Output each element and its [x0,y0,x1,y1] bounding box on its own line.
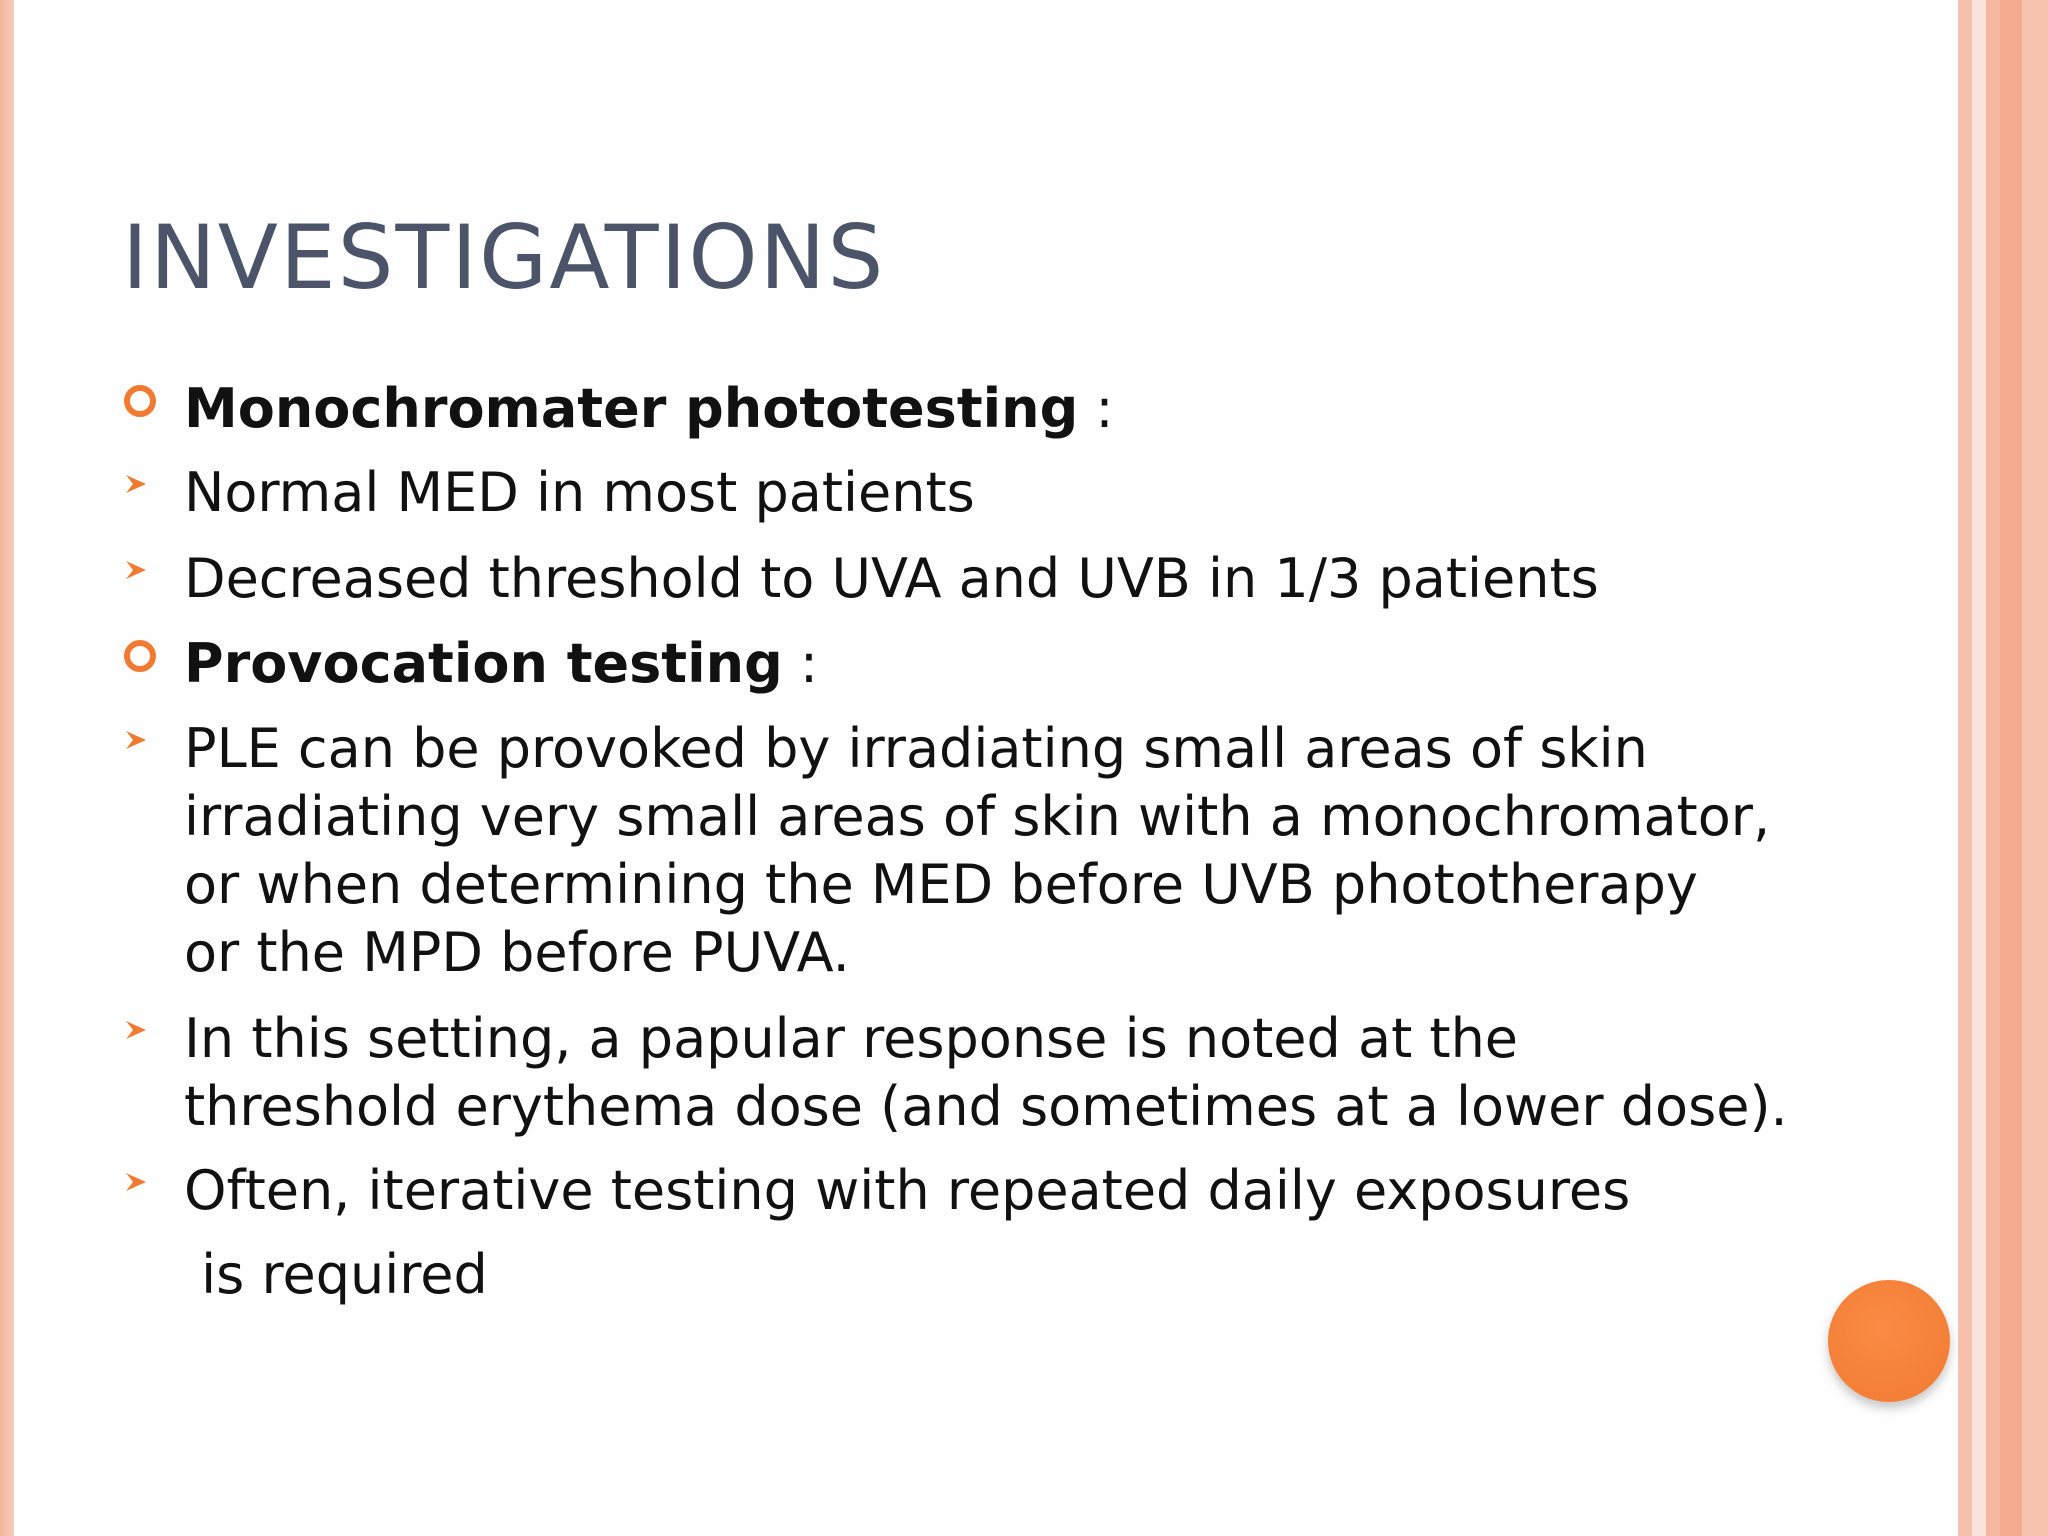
section-heading-line [184,377,1114,440]
bullet-text: threshold erythema dose (and sometimes at a lower dose). [184,1075,1788,1138]
arrow-bullet-icon [124,472,148,496]
heading-colon: : [1078,377,1114,440]
circle-bullet-icon [124,385,156,417]
bullet-text: In this setting, a papular response is noted at the [184,1007,1519,1070]
section-heading: Monochromater phototesting [184,377,1079,440]
bullet-text: Decreased threshold to UVA and UVB in 1/3 patients [184,547,1599,610]
arrow-bullet-icon [124,1018,148,1042]
section-heading-line [184,632,819,695]
bullet-text: Often, iterative testing with repeated daily exposures [184,1159,1631,1222]
bullet-text: is required [184,1243,488,1306]
bullet-text: or when determining the MED before UVB phototherapy [184,853,1698,916]
bullet-text: irradiating very small areas of skin with a monochromator, [184,785,1771,848]
heading-colon: : [782,632,819,695]
section-heading: Provocation testing [184,632,783,695]
arrow-bullet-icon [124,558,148,582]
bullet-text: Normal MED in most patients [184,461,975,524]
bullet-text: or the MPD before PUVA. [184,921,850,984]
circle-bullet-icon [124,640,156,672]
slide-title: INVESTIGATIONS [122,206,886,309]
bullet-text: PLE can be provoked by irradiating small areas of skin [184,717,1648,780]
arrow-bullet-icon [124,728,148,752]
arrow-bullet-icon [124,1170,148,1194]
